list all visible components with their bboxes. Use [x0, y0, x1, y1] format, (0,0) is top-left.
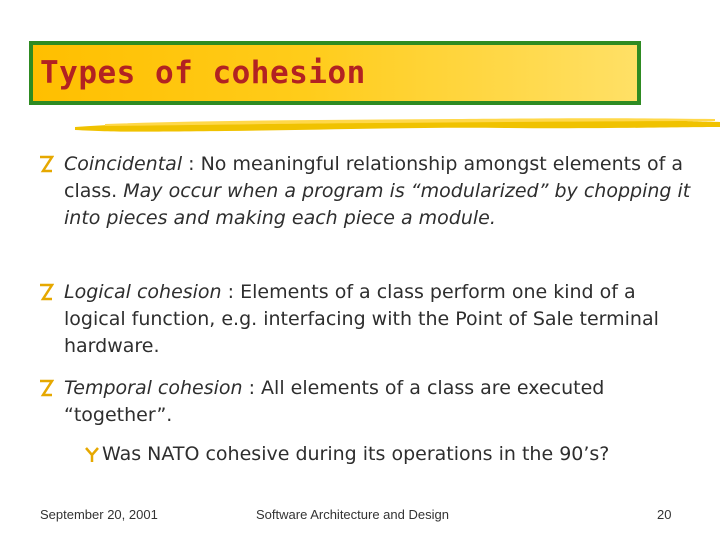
bullet-text: Coincidental : No meaningful relationship amongst elements of a class. May occur when a program is “modularized” by chopping it into pieces and making each piece a module. — [64, 153, 691, 229]
bullet-term: Coincidental — [64, 153, 183, 175]
brush-stroke-divider — [75, 113, 720, 135]
bullet-coincidental — [38, 151, 698, 261]
sub-bullet-text: Was NATO cohesive during its operations in the 90’s? — [102, 443, 610, 465]
title-box — [29, 41, 641, 105]
z-bullet-icon — [38, 154, 54, 174]
bullet-note: May occur when a program is “modularized” by chopping it into pieces and making each piece a module. — [64, 180, 691, 229]
z-bullet-icon — [38, 378, 54, 398]
bullet-text: Logical cohesion : Elements of a class perform one kind of a logical function, e.g. interfacing with the Point of Sale terminal hardware. — [64, 281, 659, 357]
bullet-temporal — [38, 375, 698, 431]
bullet-term: Logical cohesion — [64, 281, 222, 303]
footer-page-number: 20 — [657, 507, 672, 522]
footer-date: September 20, 2001 — [40, 507, 158, 522]
bullet-description: Elements of a class perform one kind of a logical function, e.g. interfacing with the Point of Sale terminal hardware. — [64, 281, 659, 357]
slide-title: Types of cohesion — [40, 55, 366, 91]
bullet-description: No meaningful relationship amongst elements of a class. — [64, 153, 684, 202]
footer-course: Software Architecture and Design — [256, 507, 449, 522]
bullet-text: Temporal cohesion : All elements of a class are executed “together”. — [64, 377, 605, 426]
bullet-logical — [38, 279, 698, 361]
bullet-description: All elements of a class are executed “together”. — [64, 377, 605, 426]
z-bullet-icon — [38, 282, 54, 302]
y-bullet-icon — [84, 446, 100, 463]
bullet-term: Temporal cohesion — [64, 377, 243, 399]
